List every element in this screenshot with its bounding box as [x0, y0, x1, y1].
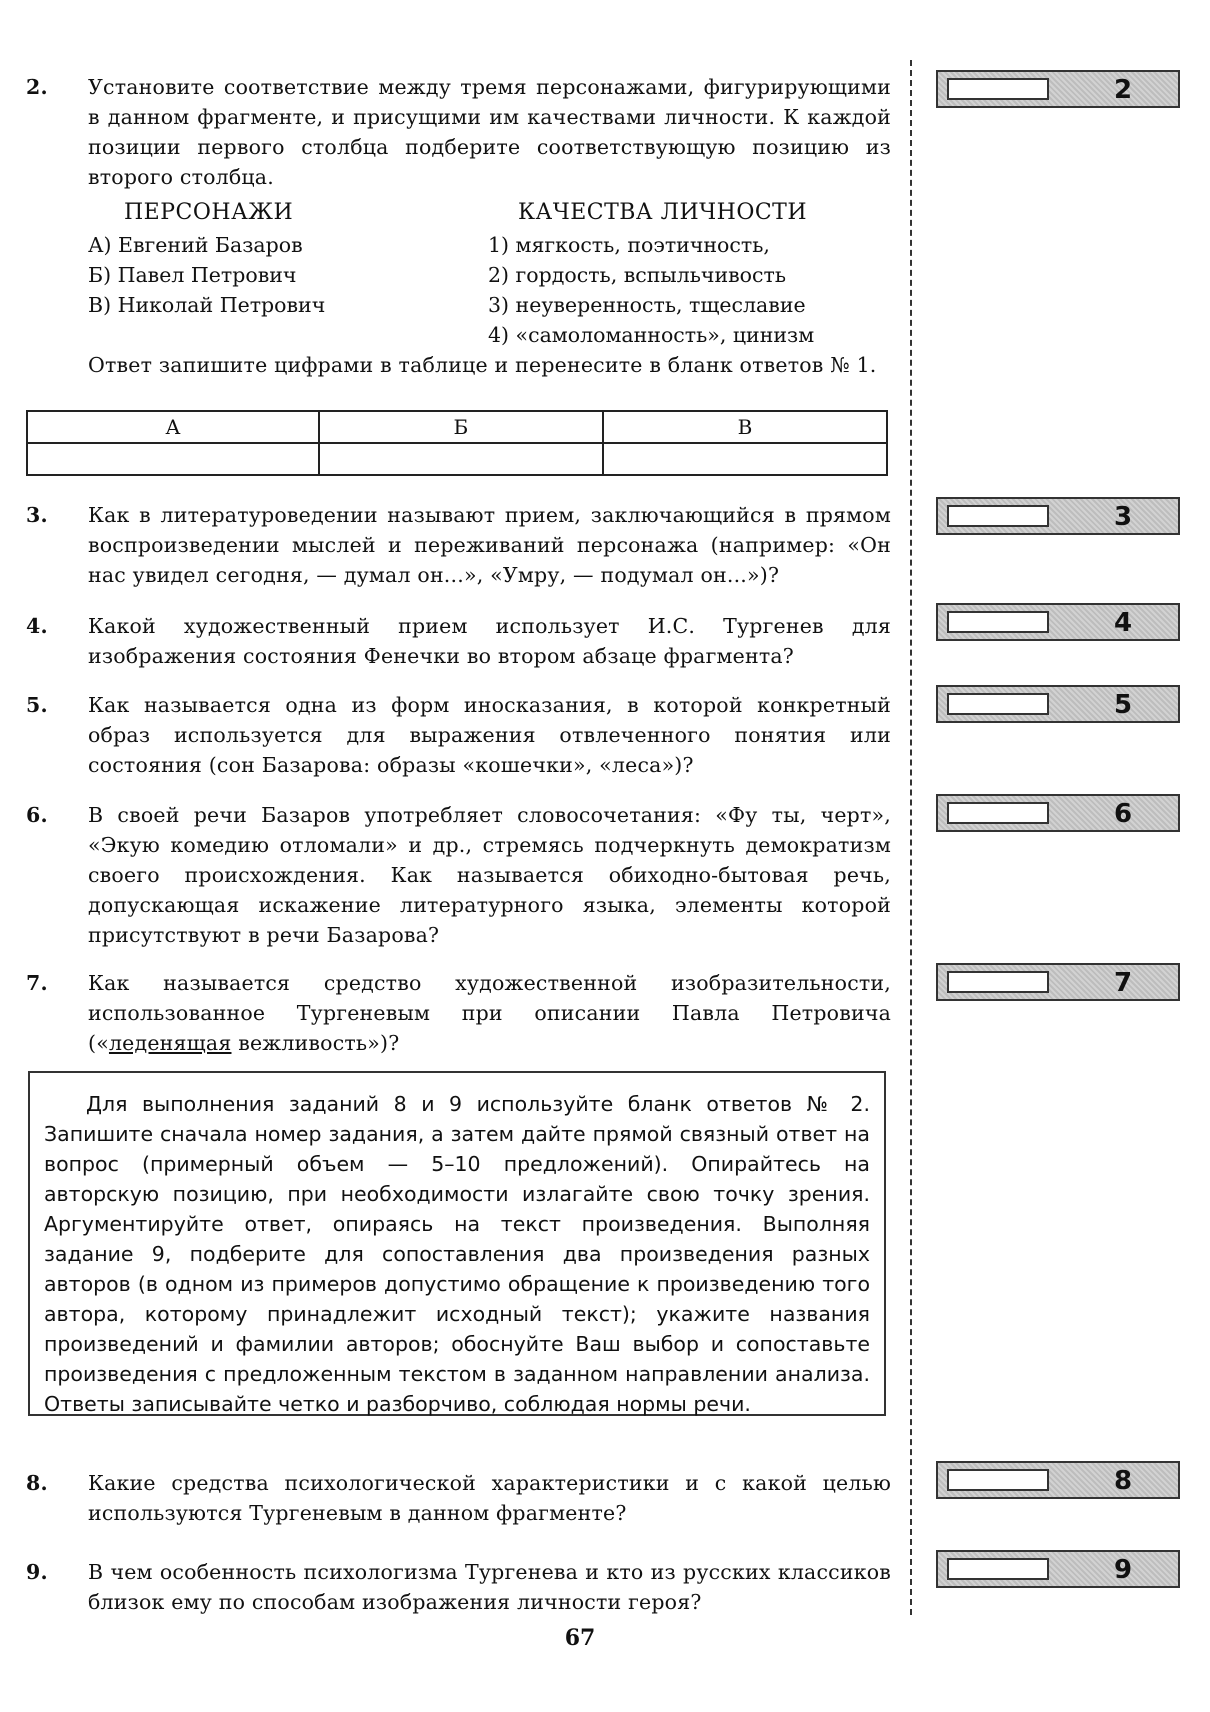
character-item: А) Евгений Базаров — [88, 233, 303, 257]
question-text: Какие средства психологической характеристики и с какой целью используются Тургеневым в данном фрагменте? — [88, 1471, 891, 1525]
answer-box-label: 2 — [1113, 75, 1133, 105]
answer-box-label: 9 — [1113, 1555, 1133, 1585]
character-item: Б) Павел Петрович — [88, 263, 297, 287]
quality-item: 3) неуверенность, тщеславие — [488, 293, 806, 317]
answer-box-label: 3 — [1113, 502, 1133, 532]
question-5 — [26, 690, 891, 780]
answer-box-4[interactable] — [936, 603, 1180, 641]
table-cell-a[interactable] — [27, 443, 319, 475]
instruction-text: Для выполнения заданий 8 и 9 используйте бланк ответов № 2. Запишите сначала номер задания, а затем дайте прямой связный ответ на вопрос (примерный объем — 5–10 предложений). Опирайтесь на авторскую позицию, при необходимости излагайте свою точку зрения. Аргументируйте ответ, опираясь на текст произведения. Выполняя задание 9, подберите для сопоставления два произведения разных авторов (в одном из примеров допустимо обращение к произведению того автора, которому принадлежит исходный текст); укажите названия произведений и фамилии авторов; обоснуйте Ваш выбор и сопоставьте произведения с предложенным текстом в заданном направлении анализа. Ответы записывайте четко и разборчиво, соблюдая нормы речи. — [44, 1092, 870, 1416]
question-number: 8. — [26, 1471, 48, 1495]
table-header-a: А — [27, 411, 319, 443]
answer-box-label: 4 — [1113, 608, 1133, 638]
question-text — [88, 968, 891, 1058]
question-number: 9. — [26, 1560, 48, 1584]
character-item: В) Николай Петрович — [88, 293, 326, 317]
question-text: В своей речи Базаров употребляет словосочетания: «Фу ты, черт», «Экую комедию отломали» и др., стремясь подчеркнуть демократизм своего происхождения. Как называется обиходно-бытовая речь, допускающая искажение литературного языка, элементы которой присутствуют в речи Базарова? — [88, 803, 891, 947]
question-3 — [26, 500, 891, 590]
answer-field[interactable] — [947, 971, 1049, 993]
question-text: Установите соответствие между тремя персонажами, фигурирующими в данном фрагменте, и присущими им качествами личности. К каждой позиции первого столбца подберите соответствующую позицию из второго столбца. — [88, 75, 891, 189]
cut-line — [910, 60, 912, 1615]
answer-box-label: 5 — [1113, 690, 1133, 720]
quality-item: 2) гордость, вспыльчивость — [488, 263, 787, 287]
question-9 — [26, 1557, 891, 1617]
question-8 — [26, 1468, 891, 1528]
answer-box-label: 8 — [1113, 1466, 1133, 1496]
question-number: 4. — [26, 614, 48, 638]
answer-field[interactable] — [947, 1469, 1049, 1491]
answer-field[interactable] — [947, 505, 1049, 527]
question-7 — [26, 968, 891, 1058]
answer-box-label: 7 — [1113, 968, 1133, 998]
question-number: 6. — [26, 803, 48, 827]
answer-box-7[interactable] — [936, 963, 1180, 1001]
question-text-part: вежливость»)? — [231, 1031, 400, 1055]
table-header-b: Б — [319, 411, 603, 443]
answer-box-8[interactable] — [936, 1461, 1180, 1499]
underlined-word: леденящая — [108, 1031, 232, 1055]
question-text: Как в литературоведении называют прием, заключающийся в прямом воспроизведении мыслей и переживаний персонажа (например: «Он нас увидел сегодня, — думал он...», «Умру, — подумал он...»)? — [88, 503, 891, 587]
answer-field[interactable] — [947, 1558, 1049, 1580]
answer-table — [26, 410, 888, 476]
quality-item: 4) «самоломанность», цинизм — [488, 323, 815, 347]
answer-box-2[interactable] — [936, 70, 1180, 108]
question-number: 2. — [26, 75, 48, 99]
question-number: 5. — [26, 693, 48, 717]
table-header-v: В — [603, 411, 887, 443]
answer-field[interactable] — [947, 78, 1049, 100]
answer-box-label: 6 — [1113, 799, 1133, 829]
question-text: Как называется одна из форм иносказания, в которой конкретный образ используется для выражения отвлеченного понятия или состояния (сон Базарова: образы «кошечки», «леса»)? — [88, 693, 891, 777]
answer-field[interactable] — [947, 802, 1049, 824]
answer-box-3[interactable] — [936, 497, 1180, 535]
question-4 — [26, 611, 891, 671]
question-number: 7. — [26, 971, 48, 995]
answer-box-6[interactable] — [936, 794, 1180, 832]
question-6 — [26, 800, 891, 950]
instruction-box — [28, 1071, 886, 1416]
table-cell-b[interactable] — [319, 443, 603, 475]
table-cell-v[interactable] — [603, 443, 887, 475]
question-number: 3. — [26, 503, 48, 527]
quality-item: 1) мягкость, поэтичность, — [488, 233, 770, 257]
answer-field[interactable] — [947, 693, 1049, 715]
qualities-header: КАЧЕСТВА ЛИЧНОСТИ — [518, 200, 808, 225]
answer-instruction — [26, 350, 888, 380]
question-text: В чем особенность психологизма Тургенева и кто из русских классиков близок ему по способам изображения личности героя? — [88, 1560, 891, 1614]
page-number: 67 — [564, 1625, 596, 1651]
question-2 — [26, 72, 891, 192]
answer-instruction-text: Ответ запишите цифрами в таблице и перенесите в бланк ответов № 1. — [88, 353, 877, 377]
answer-box-9[interactable] — [936, 1550, 1180, 1588]
question-text-part: Как называется средство художественной изобразительности, использованное Тургеневым при описании Павла Петровича (« — [88, 971, 891, 1055]
characters-header: ПЕРСОНАЖИ — [124, 200, 294, 225]
answer-box-5[interactable] — [936, 685, 1180, 723]
question-text: Какой художественный прием использует И.С. Тургенев для изображения состояния Фенечки во втором абзаце фрагмента? — [88, 614, 891, 668]
answer-field[interactable] — [947, 611, 1049, 633]
